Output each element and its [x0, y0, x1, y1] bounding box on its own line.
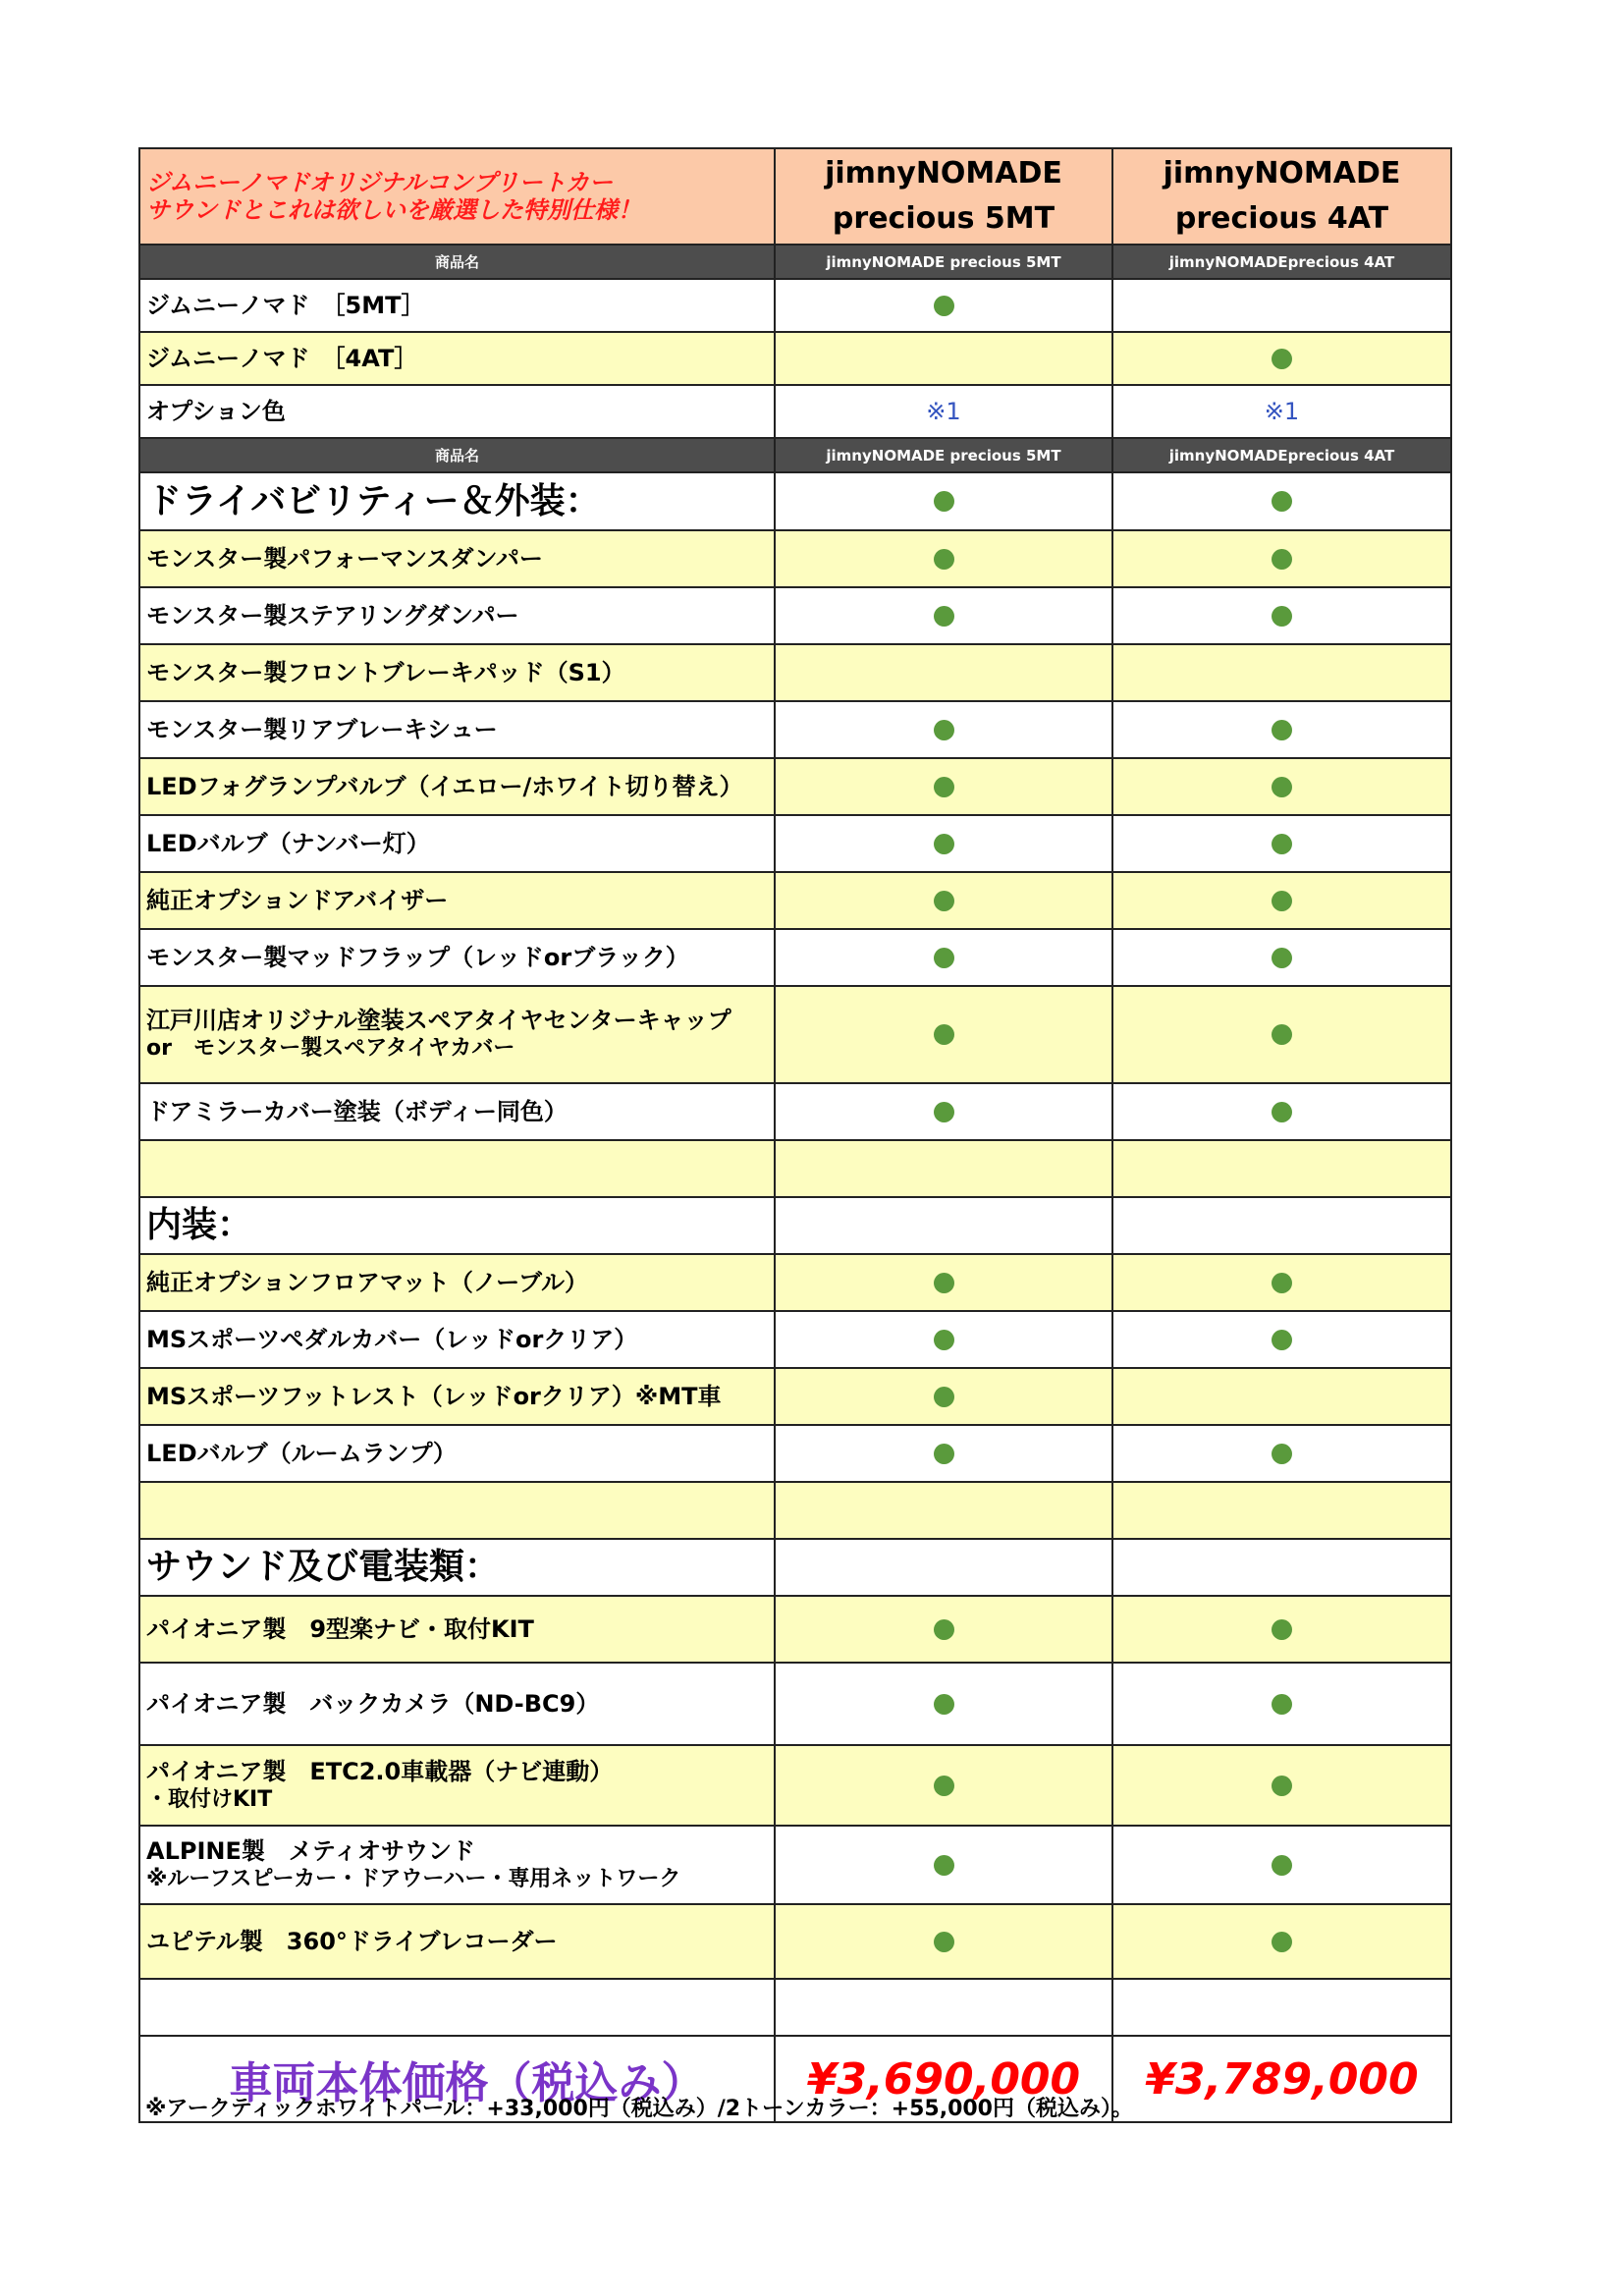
cell-4at [1112, 1482, 1451, 1539]
table-row [139, 758, 1451, 815]
cell-5mt [775, 587, 1112, 644]
included-dot-icon [934, 720, 954, 740]
spec-table [138, 147, 1452, 2123]
header-5mt-line-2: precious 5MT [832, 201, 1056, 236]
included-dot-icon [934, 296, 954, 316]
promo-line-2: サウンドとこれは欲しいを厳選した特別仕様！ [146, 196, 641, 224]
cell-4at [1112, 472, 1451, 530]
item-label: ジムニーノマド ［5MT］ [146, 291, 425, 319]
cell-4at [1112, 1368, 1451, 1425]
included-dot-icon [1272, 1024, 1292, 1045]
included-dot-icon [934, 948, 954, 968]
item-label-line-2: ※ルーフスピーカー・ドアウーハー・専用ネットワーク [146, 1866, 681, 1891]
item-name-cell [139, 1311, 775, 1368]
price-5mt: ¥3,690,000 [806, 2053, 1081, 2105]
included-dot-icon [934, 1444, 954, 1464]
note-mark: ※1 [1264, 398, 1300, 425]
item-name-cell [139, 1979, 775, 2036]
cell-5mt [775, 758, 1112, 815]
item-label: ジムニーノマド ［4AT］ [146, 344, 418, 372]
included-dot-icon [934, 1932, 954, 1952]
table-row [139, 1745, 1451, 1826]
included-dot-icon [1272, 491, 1292, 512]
cell-4at [1112, 1254, 1451, 1311]
header-4at [1112, 148, 1451, 245]
cell-4at [1112, 929, 1451, 986]
included-dot-icon [934, 777, 954, 797]
item-name-cell [139, 1904, 775, 1979]
cell-5mt [775, 1140, 1112, 1197]
cell-4at [1112, 1425, 1451, 1482]
cell-5mt [775, 1745, 1112, 1826]
item-name-cell [139, 1254, 775, 1311]
item-label: LEDバルブ（ルームランプ） [146, 1439, 457, 1467]
header-5mt-line-1: jimnyNOMADE [825, 156, 1062, 191]
item-name-cell [139, 758, 775, 815]
item-label: モンスター製マッドフラップ（レッドorブラック） [146, 943, 689, 971]
table-row [139, 332, 1451, 385]
item-label: オプション色 [146, 397, 286, 425]
cell-4at [1112, 530, 1451, 587]
item-name-cell [139, 872, 775, 929]
table-row [139, 1425, 1451, 1482]
item-label: LEDフォグランプバルブ（イエロー/ホワイト切り替え） [146, 772, 743, 800]
included-dot-icon [1272, 720, 1292, 740]
spec-table-body [139, 148, 1451, 2122]
included-dot-icon [1272, 777, 1292, 797]
cell-4at [1112, 758, 1451, 815]
included-dot-icon [1272, 1102, 1292, 1122]
table-row [139, 1311, 1451, 1368]
item-label: 江戸川店オリジナル塗装スペアタイヤセンターキャップ [146, 1007, 731, 1034]
price-4at-cell [1112, 2036, 1451, 2122]
cell-4at [1112, 1904, 1451, 1979]
header-5mt [775, 148, 1112, 245]
cell-5mt [775, 1539, 1112, 1596]
cell-4at [1112, 279, 1451, 332]
table-row [139, 929, 1451, 986]
included-dot-icon [934, 834, 954, 854]
cell-4at [1112, 986, 1451, 1083]
promo-cell [139, 148, 775, 245]
item-name-cell [139, 530, 775, 587]
subheader-4at: jimnyNOMADEprecious 4AT [1112, 438, 1451, 472]
cell-4at [1112, 1539, 1451, 1596]
item-name-cell [139, 1663, 775, 1745]
price-label: 車両本体価格（税込み） [229, 2058, 705, 2108]
included-dot-icon [934, 1330, 954, 1350]
included-dot-icon [934, 1619, 954, 1640]
cell-5mt [775, 332, 1112, 385]
included-dot-icon [1272, 834, 1292, 854]
included-dot-icon [1272, 1619, 1292, 1640]
item-label-line-2: or モンスター製スペアタイヤカバー [146, 1036, 515, 1061]
table-row [139, 644, 1451, 701]
cell-5mt [775, 1826, 1112, 1904]
cell-5mt [775, 1368, 1112, 1425]
item-label: MSスポーツペダルカバー（レッドorクリア） [146, 1325, 638, 1353]
item-label: パイオニア製 バックカメラ（ND-BC9） [146, 1689, 600, 1718]
item-name-cell [139, 701, 775, 758]
cell-4at [1112, 815, 1451, 872]
item-name-cell [139, 1745, 775, 1826]
cell-4at [1112, 1140, 1451, 1197]
included-dot-icon [934, 606, 954, 627]
included-dot-icon [934, 1387, 954, 1407]
item-name-cell [139, 1539, 775, 1596]
item-name-cell [139, 1368, 775, 1425]
header-row [139, 148, 1451, 245]
cell-5mt [775, 1663, 1112, 1745]
included-dot-icon [1272, 1932, 1292, 1952]
included-dot-icon [1272, 1444, 1292, 1464]
cell-5mt [775, 279, 1112, 332]
cell-5mt [775, 644, 1112, 701]
table-row [139, 1254, 1451, 1311]
item-name-cell [139, 279, 775, 332]
item-name-cell [139, 986, 775, 1083]
table-row [139, 472, 1451, 530]
subheader-4at: jimnyNOMADEprecious 4AT [1112, 245, 1451, 279]
table-row [139, 1140, 1451, 1197]
cell-5mt [775, 1904, 1112, 1979]
cell-5mt [775, 530, 1112, 587]
cell-5mt [775, 815, 1112, 872]
table-row [139, 1197, 1451, 1254]
table-row [139, 1083, 1451, 1140]
table-row [139, 815, 1451, 872]
included-dot-icon [1272, 1273, 1292, 1293]
item-name-cell [139, 929, 775, 986]
section-title: 内装： [146, 1205, 253, 1245]
item-label-line-2: ・取付けKIT [146, 1786, 273, 1812]
included-dot-icon [934, 1273, 954, 1293]
cell-4at [1112, 1663, 1451, 1745]
item-label: パイオニア製 ETC2.0車載器（ナビ連動） [146, 1757, 614, 1785]
table-row [139, 1904, 1451, 1979]
cell-5mt [775, 1197, 1112, 1254]
price-4at: ¥3,789,000 [1145, 2053, 1419, 2105]
included-dot-icon [934, 1855, 954, 1876]
included-dot-icon [934, 1024, 954, 1045]
cell-4at [1112, 1596, 1451, 1663]
subheader-row [139, 438, 1451, 472]
item-name-cell [139, 1140, 775, 1197]
item-label: ALPINE製 メティオサウンド [146, 1836, 475, 1865]
included-dot-icon [1272, 1330, 1292, 1350]
footnote: ※アークティックホワイトパール：+33,000円（税込み）/2トーンカラー：+55,000円（税込み）。 [145, 2097, 1133, 2121]
table-row [139, 385, 1451, 438]
item-name-cell [139, 644, 775, 701]
cell-5mt [775, 1311, 1112, 1368]
cell-5mt [775, 986, 1112, 1083]
section-title: サウンド及び電装類： [146, 1547, 501, 1587]
cell-4at [1112, 385, 1451, 438]
cell-5mt [775, 929, 1112, 986]
subheader-row [139, 245, 1451, 279]
table-row [139, 1663, 1451, 1745]
item-name-cell [139, 332, 775, 385]
table-row [139, 587, 1451, 644]
included-dot-icon [934, 1102, 954, 1122]
included-dot-icon [1272, 606, 1292, 627]
included-dot-icon [1272, 1694, 1292, 1715]
header-4at-line-1: jimnyNOMADE [1163, 156, 1401, 191]
subheader-name: 商品名 [139, 438, 775, 472]
header-4at-line-2: precious 4AT [1174, 201, 1389, 236]
cell-4at [1112, 701, 1451, 758]
included-dot-icon [1272, 891, 1292, 911]
item-label: ドアミラーカバー塗装（ボディー同色） [146, 1097, 568, 1125]
subheader-name: 商品名 [139, 245, 775, 279]
included-dot-icon [1272, 349, 1292, 369]
cell-5mt [775, 385, 1112, 438]
cell-4at [1112, 1083, 1451, 1140]
table-row [139, 279, 1451, 332]
included-dot-icon [934, 891, 954, 911]
item-name-cell [139, 587, 775, 644]
table-row [139, 701, 1451, 758]
table-row [139, 986, 1451, 1083]
included-dot-icon [934, 549, 954, 570]
cell-4at [1112, 1979, 1451, 2036]
item-label: 純正オプションドアバイザー [146, 886, 449, 914]
included-dot-icon [934, 1776, 954, 1796]
item-label: モンスター製リアブレーキシュー [146, 715, 498, 743]
promo-line-1: ジムニーノマドオリジナルコンプリートカー [146, 169, 613, 196]
item-label: 純正オプションフロアマット（ノーブル） [146, 1268, 588, 1296]
included-dot-icon [1272, 1855, 1292, 1876]
cell-5mt [775, 872, 1112, 929]
cell-5mt [775, 1596, 1112, 1663]
item-name-cell [139, 1083, 775, 1140]
cell-4at [1112, 332, 1451, 385]
table-row [139, 1979, 1451, 2036]
item-label: モンスター製フロントブレーキパッド（S1） [146, 658, 625, 686]
subheader-5mt: jimnyNOMADE precious 5MT [775, 438, 1112, 472]
item-name-cell [139, 1826, 775, 1904]
table-row [139, 1826, 1451, 1904]
item-label: ユピテル製 360°ドライブレコーダー [146, 1927, 558, 1955]
cell-5mt [775, 701, 1112, 758]
cell-4at [1112, 1311, 1451, 1368]
cell-4at [1112, 1826, 1451, 1904]
cell-5mt [775, 1482, 1112, 1539]
included-dot-icon [934, 1694, 954, 1715]
item-label: LEDバルブ（ナンバー灯） [146, 829, 430, 857]
item-name-cell [139, 472, 775, 530]
item-label: パイオニア製 9型楽ナビ・取付KIT [146, 1614, 534, 1643]
cell-5mt [775, 1083, 1112, 1140]
cell-5mt [775, 1425, 1112, 1482]
item-label: モンスター製ステアリングダンパー [146, 601, 519, 629]
table-row [139, 530, 1451, 587]
item-name-cell [139, 1425, 775, 1482]
included-dot-icon [1272, 549, 1292, 570]
cell-4at [1112, 872, 1451, 929]
item-name-cell [139, 1596, 775, 1663]
table-row [139, 1539, 1451, 1596]
subheader-5mt: jimnyNOMADE precious 5MT [775, 245, 1112, 279]
item-label: モンスター製パフォーマンスダンパー [146, 544, 543, 573]
item-name-cell [139, 1197, 775, 1254]
section-title: ドライバビリティー＆外装： [146, 480, 601, 521]
included-dot-icon [1272, 1776, 1292, 1796]
included-dot-icon [934, 491, 954, 512]
table-row [139, 1482, 1451, 1539]
cell-5mt [775, 472, 1112, 530]
included-dot-icon [1272, 948, 1292, 968]
note-mark: ※1 [926, 398, 961, 425]
item-name-cell [139, 815, 775, 872]
table-row [139, 872, 1451, 929]
cell-5mt [775, 1979, 1112, 2036]
cell-4at [1112, 644, 1451, 701]
cell-5mt [775, 1254, 1112, 1311]
cell-4at [1112, 1197, 1451, 1254]
item-label: MSスポーツフットレスト（レッドorクリア）※MT車 [146, 1382, 722, 1410]
item-name-cell [139, 385, 775, 438]
item-name-cell [139, 1482, 775, 1539]
cell-4at [1112, 1745, 1451, 1826]
table-row [139, 1596, 1451, 1663]
table-row [139, 1368, 1451, 1425]
cell-4at [1112, 587, 1451, 644]
